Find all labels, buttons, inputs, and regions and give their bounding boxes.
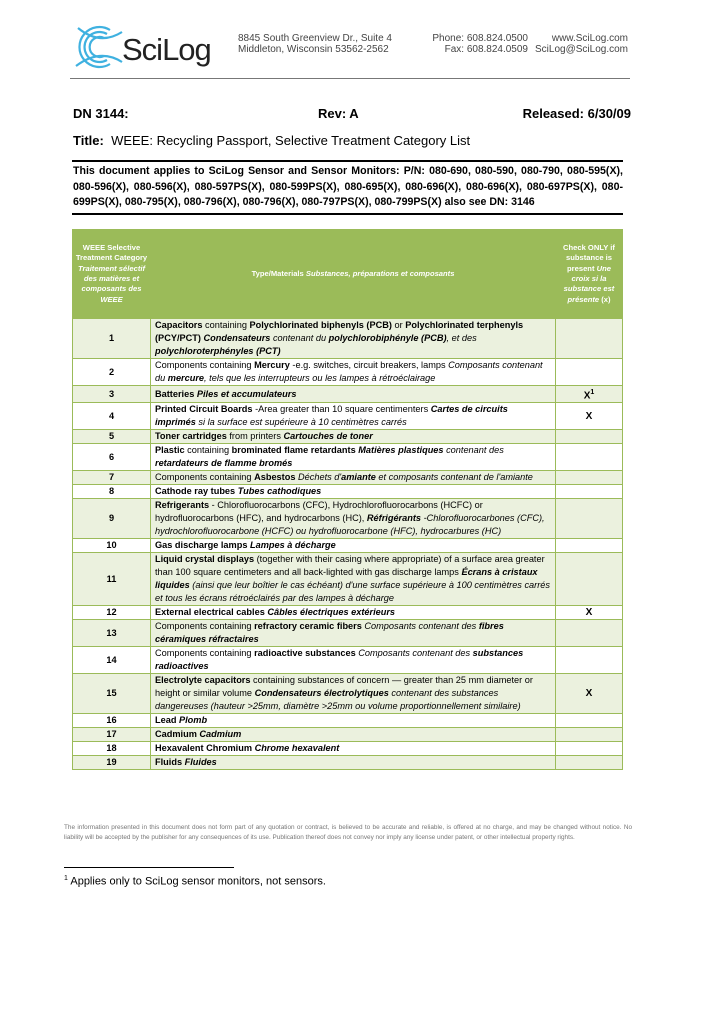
- material-description: [151, 499, 556, 539]
- text-run: Cadmium: [155, 729, 200, 740]
- document-title: [73, 133, 470, 148]
- text-run: from printers: [226, 431, 284, 442]
- category-number: 16: [73, 714, 151, 728]
- table-header-row: [73, 230, 623, 319]
- category-number: 17: [73, 728, 151, 742]
- text-run: substances radioactives: [155, 648, 524, 672]
- text-run: refractory ceramic fibers: [254, 621, 365, 632]
- text-run: contenant des: [443, 445, 504, 456]
- text-run: Gas discharge lamps: [155, 540, 250, 551]
- text-run: retardateurs de flamme bromés: [155, 458, 293, 469]
- table-row: [73, 647, 623, 674]
- check-mark: [556, 471, 623, 485]
- text-run: (together with their casing where appropriate) of a surface area greater than 100 square centimeters and all back-lighted with gas discharge lamps: [155, 554, 545, 578]
- category-number: 14: [73, 647, 151, 674]
- text-run: Câbles électriques extérieurs: [267, 607, 396, 618]
- phone: Phone: 608.824.0500: [432, 33, 528, 44]
- text-run: containing substances of concern — greater than 25 mm diameter or height or similar volume: [155, 675, 533, 699]
- material-description: [151, 403, 556, 430]
- check-mark: [556, 553, 623, 606]
- text-run: External electrical cables: [155, 607, 268, 618]
- text-run: Hexavalent Chromium: [155, 743, 255, 754]
- text-run: polychloroterphényles (PCT): [155, 346, 281, 356]
- text-run: or: [391, 320, 406, 330]
- text-run: contenant du: [270, 333, 329, 343]
- category-number: 1: [73, 319, 151, 359]
- text-run: WEEE Selective Treatment Category: [75, 242, 148, 263]
- document-number: DN 3144:: [73, 106, 129, 121]
- text-run: Batteries: [155, 388, 197, 399]
- material-description: [151, 742, 556, 756]
- check-mark: X: [556, 403, 623, 430]
- category-number: 9: [73, 499, 151, 539]
- check-mark: [556, 359, 623, 386]
- material-description: [151, 444, 556, 471]
- table-row: [73, 471, 623, 485]
- text-run: - Chlorofluorocarbons (CFC), Hydrochlorofluorocarbons (HCFC) or hydrofluorocarbons (HFC), and hydrocarbons (HC),: [155, 500, 483, 524]
- text-run: Cadmium: [199, 729, 242, 740]
- text-run: brominated flame retardants: [231, 445, 359, 456]
- text-run: Components containing: [155, 472, 255, 483]
- table-row: [73, 742, 623, 756]
- text-run: , et des: [446, 333, 477, 343]
- check-mark: [556, 728, 623, 742]
- material-description: [151, 430, 556, 444]
- text-run: Composants contenant des: [364, 621, 479, 632]
- text-run: -e.g. switches, circuit breakers, lamps: [289, 360, 449, 370]
- text-run: Matières plastiques: [358, 445, 444, 456]
- material-description: [151, 553, 556, 606]
- email-link[interactable]: SciLog@SciLog.com: [535, 44, 628, 55]
- material-description: [151, 714, 556, 728]
- title-text: WEEE: Recycling Passport, Selective Treatment Category List: [111, 133, 471, 148]
- check-mark: [556, 647, 623, 674]
- check-mark: X: [556, 674, 623, 714]
- text-run: Substances, préparations et composants: [305, 268, 455, 278]
- text-run: -Chlorofluorocarbones (CFC), hydrochlorofluorocarbone (HCFC) ou hydrofluorocarbone (HFC), hydrocarbures (HC): [155, 513, 545, 537]
- text-run: -Area greater than 10 square centimenters: [252, 404, 431, 415]
- text-run: Mercury: [254, 360, 290, 370]
- footnote-mark: 1: [64, 875, 68, 882]
- category-number: 2: [73, 359, 151, 386]
- text-run: Condensateurs électrolytiques: [254, 688, 389, 699]
- col-header-type: [151, 230, 556, 319]
- category-number: 7: [73, 471, 151, 485]
- text-run: et composants contenant de l'amiante: [375, 472, 533, 483]
- check-mark: [556, 742, 623, 756]
- material-description: [151, 319, 556, 359]
- text-run: Components containing: [155, 360, 255, 370]
- category-number: 11: [73, 553, 151, 606]
- text-run: Fluids: [155, 757, 185, 768]
- material-description: [151, 647, 556, 674]
- text-run: Lead: [155, 715, 179, 726]
- text-run: Déchets d': [298, 472, 342, 483]
- check-mark: [556, 485, 623, 499]
- text-run: Cartouches de toner: [283, 431, 373, 442]
- category-number: 5: [73, 430, 151, 444]
- company-phone: [410, 33, 528, 55]
- category-number: 12: [73, 606, 151, 620]
- text-run: Composants contenant des: [358, 648, 473, 659]
- company-address: [238, 33, 392, 55]
- table-row: [73, 386, 623, 403]
- disclaimer: The information presented in this document does not form part of any quotation or contract, is believed to be accurate and reliable, is offered at no charge, and may be changed without notice. No liability will be accepted by the publisher for any consequences of its use. Publication thereof does not convey nor imply any license under patent, or other intellectual property rights.: [64, 824, 632, 841]
- text-run: Electrolyte capacitors: [155, 675, 251, 686]
- text-run: fibres céramiques réfractaires: [155, 621, 504, 645]
- check-mark: [556, 319, 623, 359]
- text-run: mercure: [167, 373, 205, 383]
- check-mark: [556, 620, 623, 647]
- text-run: Components containing: [155, 621, 255, 632]
- text-run: Liquid crystal displays: [155, 554, 255, 565]
- col-header-category: [73, 230, 151, 319]
- category-number: 10: [73, 539, 151, 553]
- footnote-divider: [64, 867, 234, 868]
- text-run: containing: [184, 445, 232, 456]
- revision: Rev: A: [318, 106, 359, 121]
- table-row: [73, 499, 623, 539]
- text-run: Asbestos: [254, 472, 299, 483]
- table-row: [73, 359, 623, 386]
- fax: Fax: 608.824.0509: [444, 44, 528, 55]
- category-number: 18: [73, 742, 151, 756]
- text-run: Type/Materials: [251, 268, 306, 278]
- material-description: [151, 606, 556, 620]
- text-run: Tubes cathodiques: [237, 486, 322, 497]
- category-number: 15: [73, 674, 151, 714]
- category-number: 13: [73, 620, 151, 647]
- check-mark: $X^1$: [556, 386, 623, 403]
- material-description: [151, 539, 556, 553]
- check-mark: [556, 444, 623, 471]
- svg-text:SciLog: SciLog: [122, 32, 211, 67]
- applicability-statement: This document applies to SciLog Sensor and Sensor Monitors: P/N: 080-690, 080-590, 080-790, 080-595(X), 080-596(X), 080-596(X), 080-597PS(X), 080-599PS(X), 080-695(X), 080-696(X), 080-696(X), 080-697PS(X), 080-699PS(X), 080-795(X), 080-796(X), 080-796(X), 080-797PS(X), 080-799PS(X) also see DN: 3146: [72, 160, 623, 215]
- header-divider: [70, 78, 630, 79]
- text-run: containing: [202, 320, 250, 330]
- text-run: amiante: [341, 472, 376, 483]
- check-mark: [556, 714, 623, 728]
- material-description: [151, 471, 556, 485]
- material-description: [151, 674, 556, 714]
- text-run: Une croix si la substance est présente: [563, 263, 615, 304]
- text-run: Capacitors: [155, 320, 203, 330]
- text-run: Composants contenant du: [155, 360, 543, 383]
- table-row: [73, 553, 623, 606]
- check-mark: [556, 430, 623, 444]
- table-row: [73, 606, 623, 620]
- title-label: Title:: [73, 133, 104, 148]
- material-description: [151, 756, 556, 770]
- check-mark: X: [556, 606, 623, 620]
- material-description: [151, 485, 556, 499]
- category-number: 3: [73, 386, 151, 403]
- website-link[interactable]: www.SciLog.com: [551, 33, 628, 44]
- table-row: [73, 620, 623, 647]
- release-date: Released: 6/30/09: [522, 106, 631, 121]
- text-run: Condensateurs: [203, 333, 271, 343]
- text-run: radioactive substances: [254, 648, 359, 659]
- address-line: Middleton, Wisconsin 53562-2562: [238, 44, 389, 55]
- text-run: (x): [599, 294, 611, 304]
- footnote-ref: 1: [590, 389, 595, 396]
- text-run: Écrans à cristaux liquides: [155, 567, 538, 591]
- weee-category-table: [72, 229, 623, 770]
- table-row: [73, 539, 623, 553]
- category-number: 8: [73, 485, 151, 499]
- table-row: [73, 430, 623, 444]
- category-number: 4: [73, 403, 151, 430]
- text-run: Cartes de circuits imprimés: [155, 404, 508, 428]
- text-run: Chrome hexavalent: [254, 743, 340, 754]
- text-run: Polychlorinated terphenyls (PCY/PCT): [155, 320, 524, 343]
- text-run: si la surface est supérieure à 10 centimètres carrés: [195, 417, 407, 428]
- text-run: Toner cartridges: [155, 431, 227, 442]
- material-description: [151, 620, 556, 647]
- category-number: 6: [73, 444, 151, 471]
- table-row: [73, 485, 623, 499]
- category-number: 19: [73, 756, 151, 770]
- check-mark: [556, 499, 623, 539]
- text-run: (ainsi que leur boîtier le cas échéant) d'une surface supérieure à 100 centimètres carrés et tous les écrans rétroéclairés par des lampes à décharge: [155, 580, 550, 604]
- text-run: Fluides: [184, 757, 217, 768]
- text-run: Plastic: [155, 445, 185, 456]
- table-row: [73, 728, 623, 742]
- check-mark: [556, 756, 623, 770]
- text-run: Check ONLY if substance is present: [563, 242, 615, 273]
- text-run: Traitement sélectif des matières et composants des WEEE: [78, 263, 145, 304]
- address-line: 8845 South Greenview Dr., Suite 4: [238, 33, 392, 44]
- material-description: [151, 386, 556, 403]
- table-row: [73, 714, 623, 728]
- text-run: Cathode ray tubes: [155, 486, 238, 497]
- table-row: [73, 403, 623, 430]
- table-row: [73, 444, 623, 471]
- table-row: [73, 319, 623, 359]
- table-row: [73, 756, 623, 770]
- letterhead: [70, 20, 630, 76]
- text-run: Piles et accumulateurs: [196, 388, 297, 399]
- text-run: Polychlorinated biphenyls (PCB): [249, 320, 392, 330]
- col-header-check: [556, 230, 623, 319]
- text-run: Réfrigérants: [366, 513, 422, 524]
- footnote-text: Applies only to SciLog sensor monitors, not sensors.: [70, 875, 326, 888]
- text-run: polychlorobiphényle (PCB): [328, 333, 447, 343]
- check-mark: [556, 539, 623, 553]
- text-run: Refrigerants: [155, 500, 210, 511]
- company-web: [535, 33, 628, 55]
- scilog-logo: [70, 22, 230, 72]
- table-row: [73, 674, 623, 714]
- material-description: [151, 728, 556, 742]
- material-description: [151, 359, 556, 386]
- text-run: Components containing: [155, 648, 255, 659]
- text-run: , tels que les interrupteurs ou les lampes à rétroéclairage: [204, 373, 436, 383]
- text-run: Printed Circuit Boards: [155, 404, 253, 415]
- text-run: Lampes à décharge: [249, 540, 336, 551]
- text-run: Plomb: [179, 715, 208, 726]
- footnote: [64, 875, 326, 888]
- text-run: contenant des substances dangereuses (hauteur >25mm, diamètre >25mm ou volume proportionnellement similaire): [155, 688, 521, 712]
